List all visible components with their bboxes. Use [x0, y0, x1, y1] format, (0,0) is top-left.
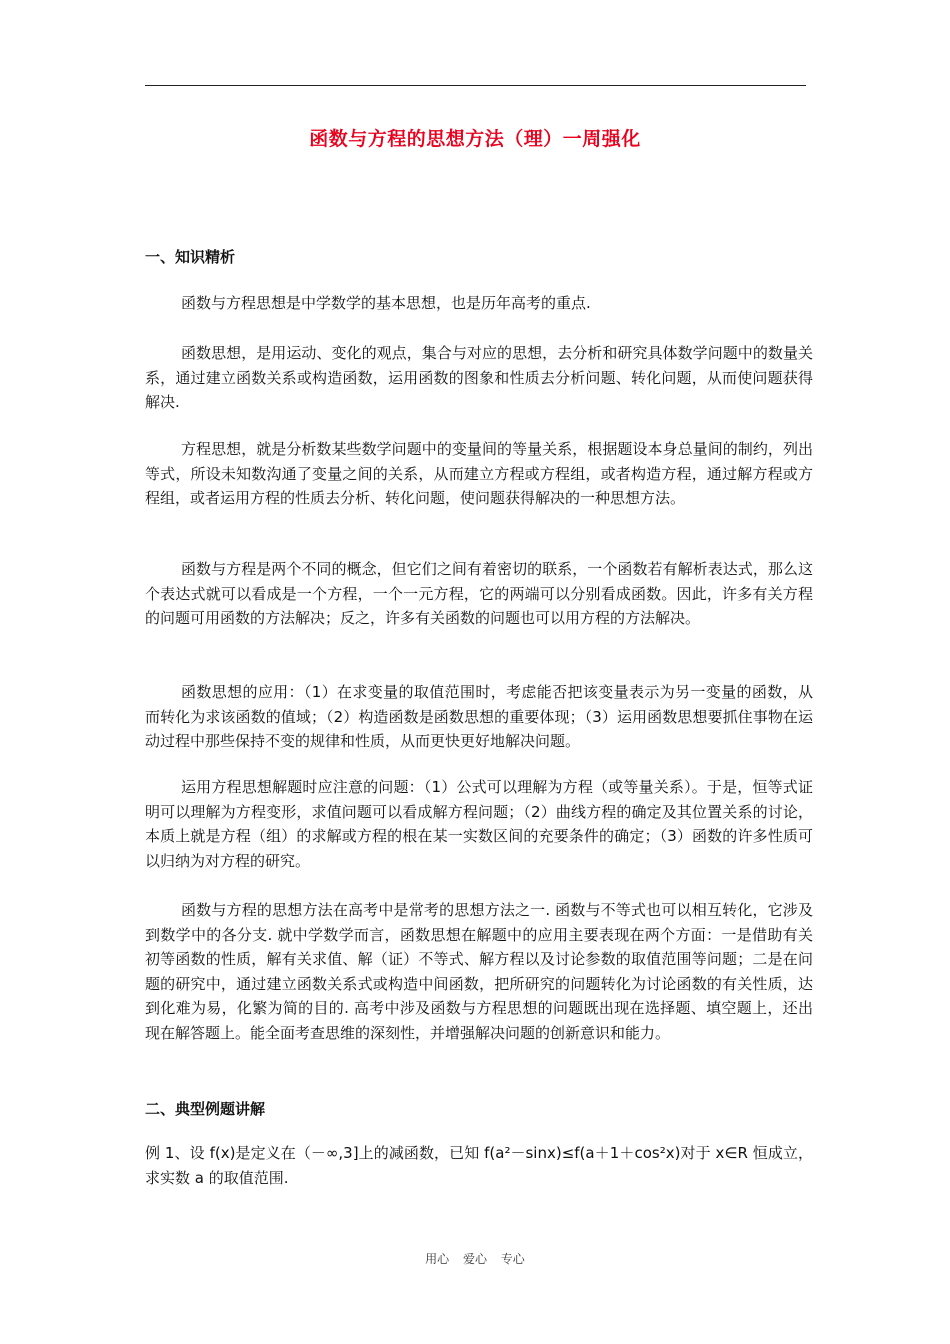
paragraph-function-applications: 函数思想的应用：（1）在求变量的取值范围时，考虑能否把该变量表示为另一变量的函数，从而转化为求该函数的值域；（2）构造函数是函数思想的重要体现；（3）运用函数思想要抓住事物在运动过程中那些保持不变的规律和性质，从而更快更好地解决问题。 [145, 683, 813, 750]
paragraph-equation-thinking: 方程思想，就是分析数某些数学问题中的变量间的等量关系，根据题设本身总量间的制约，列出等式，所设未知数沟通了变量之间的关系，从而建立方程或方程组，或者构造方程，通过解方程或方程组，或者运用方程的性质去分析、转化问题，使问题获得解决的一种思想方法。 [145, 440, 813, 507]
section-heading-knowledge: 一、知识精析 [145, 248, 236, 266]
section-heading-examples: 二、典型例题讲解 [145, 1100, 266, 1118]
paragraph-equation-notes: 运用方程思想解题时应注意的问题：（1）公式可以理解为方程（或等量关系）。于是，恒等式证明可以理解为方程变形，求值问题可以看成解方程问题；（2）曲线方程的确定及其位置关系的讨论，本质上就是方程（组）的求解或方程的根在某一实数区间的充要条件的确定；（3）函数的许多性质可以归纳为对方程的研究。 [145, 778, 813, 870]
paragraph-function-thinking: 函数思想，是用运动、变化的观点，集合与对应的思想，去分析和研究具体数学问题中的数量关系，通过建立函数关系或构造函数，运用函数的图象和性质去分析问题、转化问题，从而使问题获得解决. [145, 344, 813, 411]
paragraph-intro: 函数与方程思想是中学数学的基本思想，也是历年高考的重点. [181, 294, 591, 312]
page-footer: 用心 爱心 专心 [425, 1252, 525, 1266]
paragraph-function-vs-equation: 函数与方程是两个不同的概念，但它们之间有着密切的联系，一个函数若有解析表达式，那么这个表达式就可以看成是一个方程，一个一元方程，它的两端可以分别看成函数。因此，许多有关方程的问题可用函数的方法解决；反之，许多有关函数的问题也可以用方程的方法解决。 [145, 560, 813, 627]
paragraph-exam-relevance: 函数与方程的思想方法在高考中是常考的思想方法之一. 函数与不等式也可以相互转化，它涉及到数学中的各分支. 就中学数学而言，函数思想在解题中的应用主要表现在两个方面：一是借助有关初等函数的性质，解有关求值、解（证）不等式、解方程以及讨论参数的取值范围等问题；二是在问题的研究中，通过建立函数关系式或构造中间函数，把所研究的问题转化为讨论函数的有关性质，达到化难为易，化繁为简的目的. 高考中涉及函数与方程思想的问题既出现在选择题、填空题上，还出现在解答题上。能全面考查思维的深刻性，并增强解决问题的创新意识和能力。 [145, 901, 813, 1042]
header-rule [145, 85, 806, 86]
document-title: 函数与方程的思想方法（理）一周强化 [309, 128, 641, 150]
example-1: 例 1、设 f(x)是定义在（－∞,3]上的减函数，已知 f(a²－sinx)≤f(a＋1＋cos²x)对于 x∈R 恒成立，求实数 a 的取值范围. [145, 1144, 813, 1187]
